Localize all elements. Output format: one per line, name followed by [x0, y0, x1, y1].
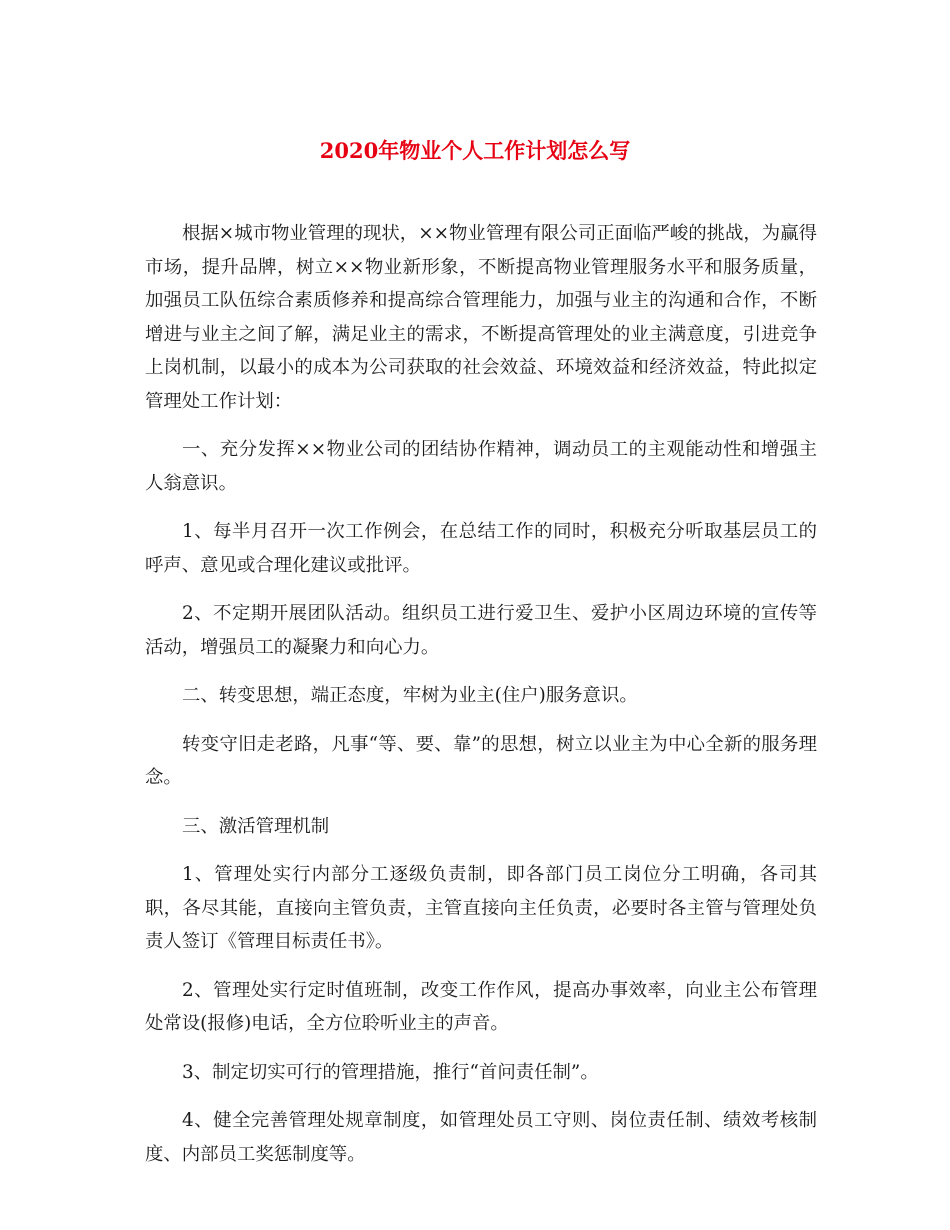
paragraph-section-3-item-3: 3、制定切实可行的管理措施，推行“首问责任制”。 [182, 1061, 599, 1083]
paragraph-section-1-item-1: 1、每半月召开一次工作例会，在总结工作的同时，积极充分听取基层员工的呼声、意见或合理化建议或批评。 [145, 521, 817, 576]
document-title: 2020年物业个人工作计划怎么写 [319, 138, 631, 163]
paragraph-section-3-item-4: 4、健全完善管理处规章制度，如管理处员工守则、岗位责任制、绩效考核制度、内部员工奖惩制度等。 [145, 1110, 817, 1165]
paragraph-section-3-item-2: 2、管理处实行定时值班制，改变工作作风，提高办事效率，向业主公布管理处常设(报修)电话，全方位聆听业主的声音。 [145, 979, 817, 1034]
paragraph-intro: 根据×城市物业管理的现状，××物业管理有限公司正面临严峻的挑战，为赢得市场，提升品牌，树立××物业新形象，不断提高物业管理服务水平和服务质量，加强员工队伍综合素质修养和提高综合管理能力，加强与业主的沟通和合作，不断增进与业主之间了解，满足业主的需求，不断提高管理处的业主满意度，引进竞争上岗机制，以最小的成本为公司获取的社会效益、环境效益和经济效益，特此拟定管理处工作计划： [145, 223, 817, 412]
paragraph-section-3-item-1: 1、管理处实行内部分工逐级负责制，即各部门员工岗位分工明确，各司其职，各尽其能，直接向主管负责，主管直接向主任负责，必要时各主管与管理处负责人签订《管理目标责任书》。 [145, 864, 817, 952]
document-body [145, 217, 817, 1186]
paragraph-section-3-heading: 三、激活管理机制 [182, 815, 330, 837]
paragraph-section-2-body: 转变守旧走老路，凡事“等、要、靠”的思想，树立以业主为中心全新的服务理念。 [145, 733, 817, 788]
paragraph-section-2-heading: 二、转变思想，端正态度，牢树为业主(住户)服务意识。 [182, 685, 638, 706]
paragraph-section-1-heading: 一、充分发挥××物业公司的团结协作精神，调动员工的主观能动性和增强主人翁意识。 [145, 439, 817, 494]
paragraph-section-1-item-2: 2、不定期开展团队活动。组织员工进行爱卫生、爱护小区周边环境的宣传等活动，增强员工的凝聚力和向心力。 [145, 603, 817, 658]
